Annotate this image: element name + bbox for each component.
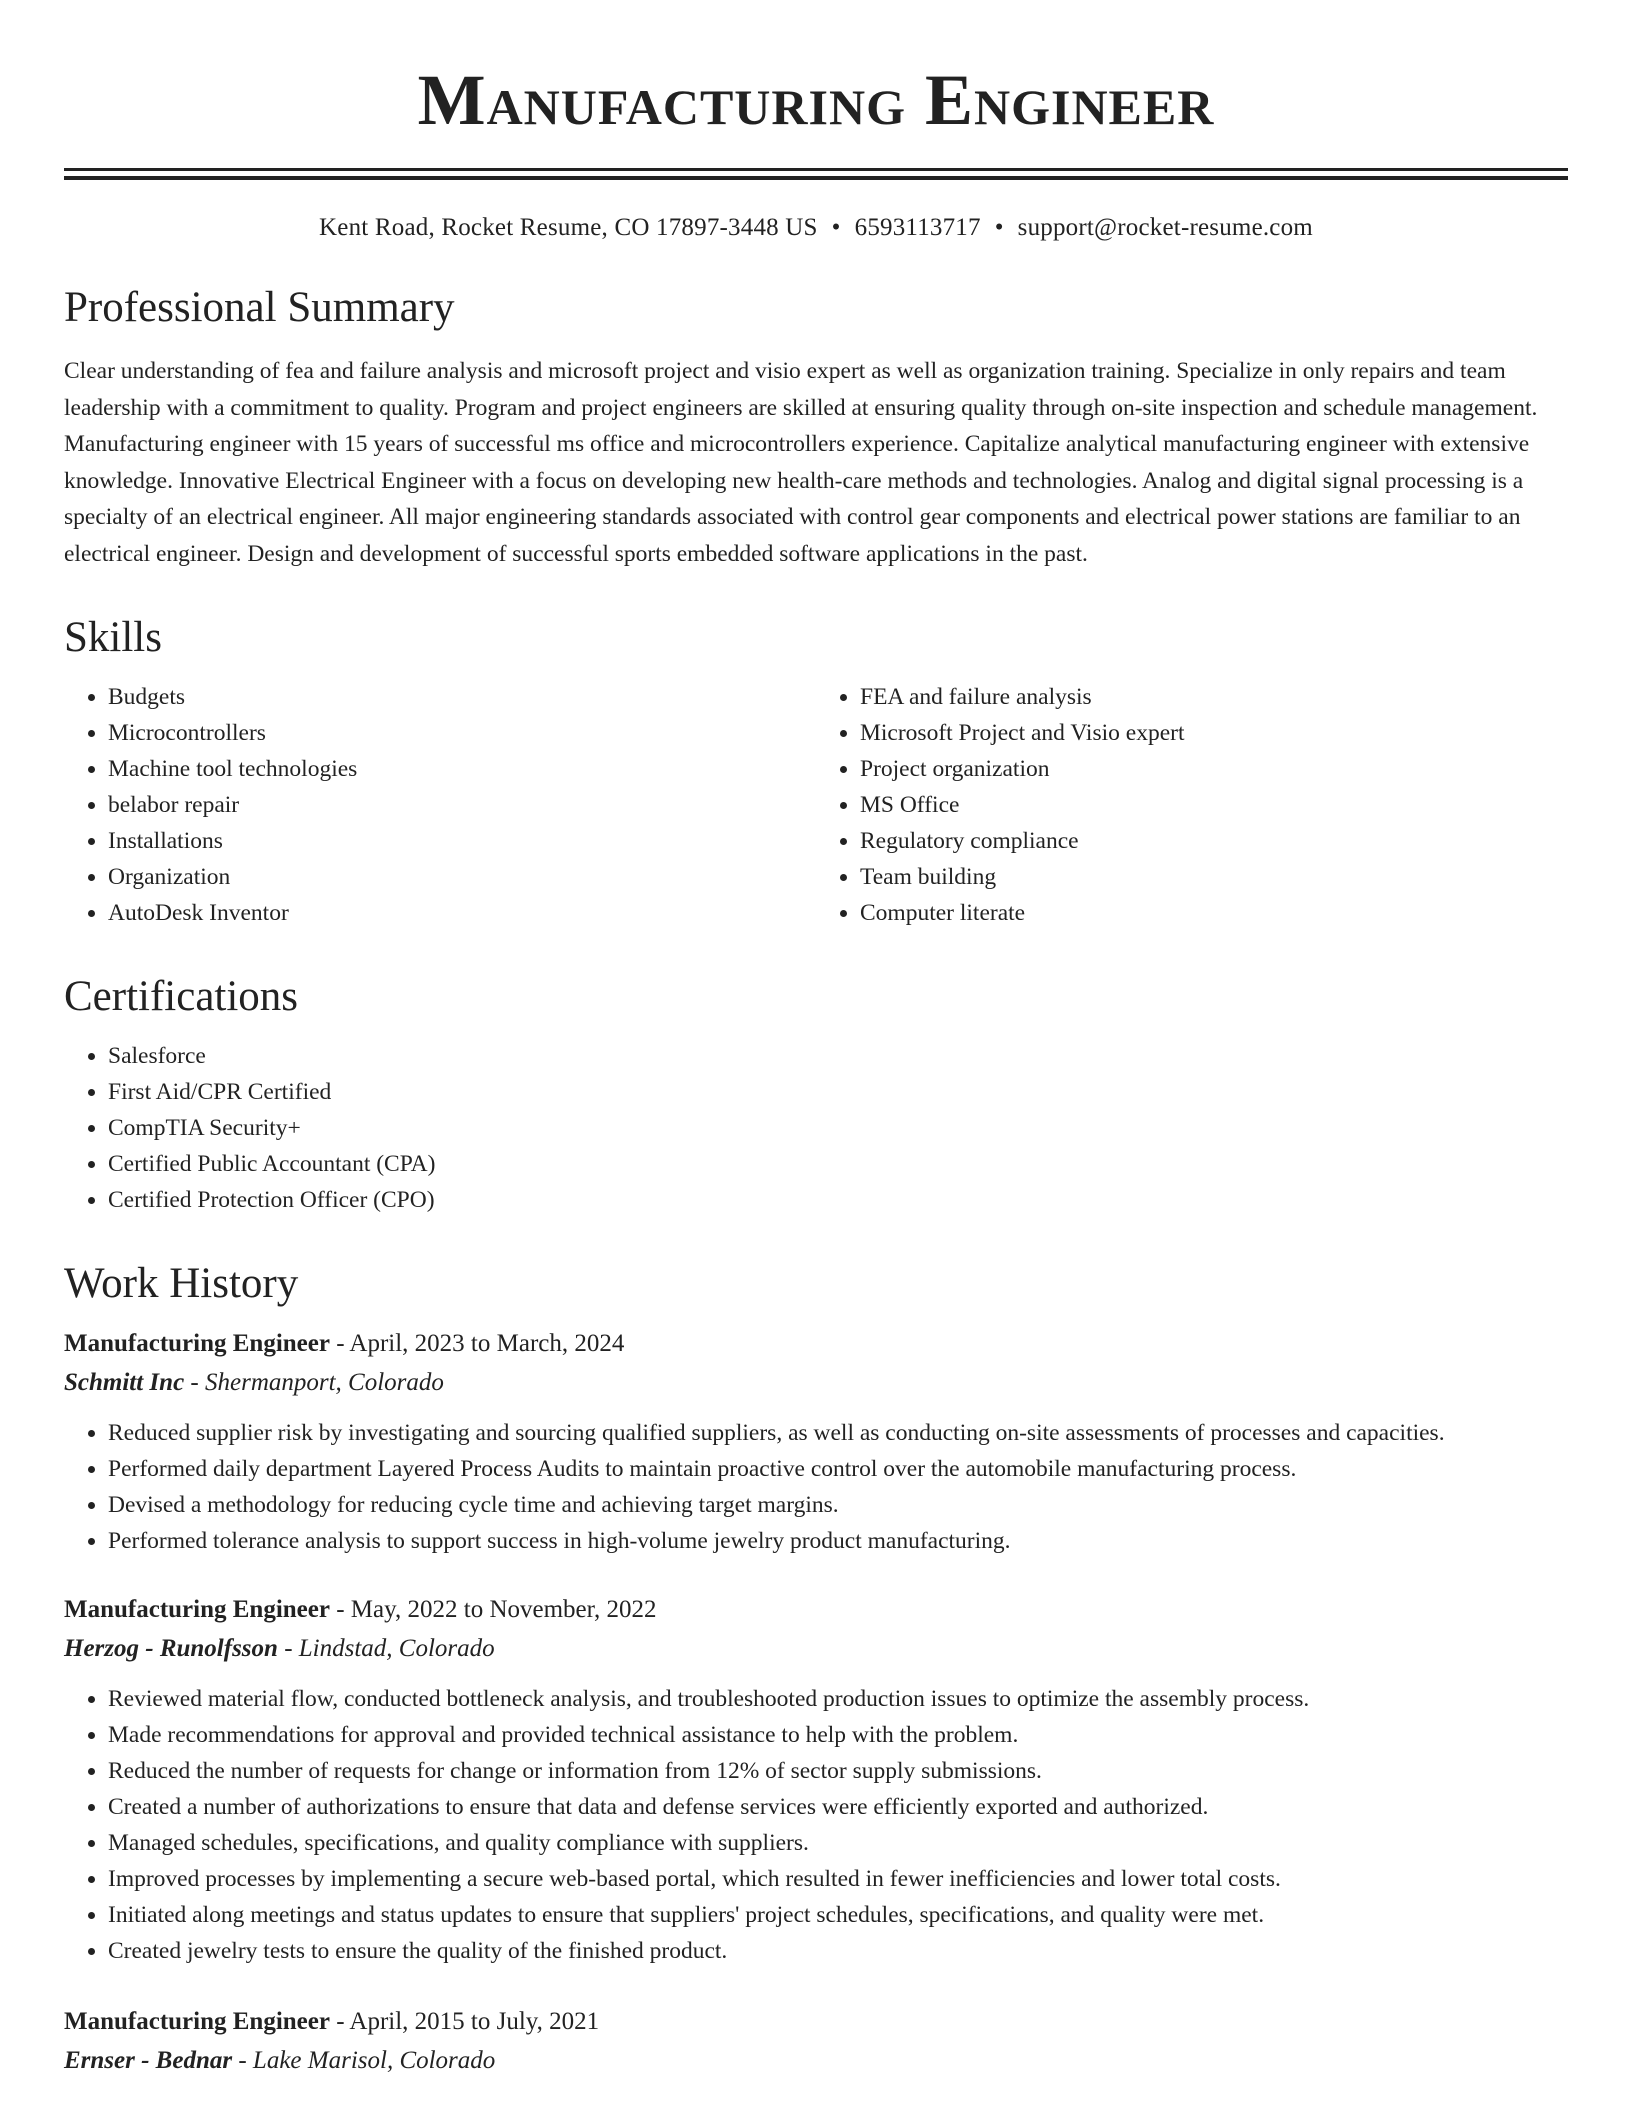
job-entry <box>64 1597 1568 1969</box>
job-bullet: • Initiated along meetings and status updates to ensure that suppliers' project schedules, specifications, and quality were met. <box>108 1897 1568 1933</box>
job-bullets <box>64 1681 1568 1969</box>
skill-item: • AutoDesk Inventor <box>108 895 816 931</box>
skill-item: • Project organization <box>860 751 1568 787</box>
job-header <box>64 1331 1568 1356</box>
skill-item: • Machine tool technologies <box>108 751 816 787</box>
contact-separator: • <box>831 214 841 241</box>
job-title: Manufacturing Engineer <box>64 1596 330 1623</box>
certification-item: • CompTIA Security+ <box>108 1110 1568 1146</box>
skills-list <box>64 679 1568 931</box>
job-bullet: • Reduced supplier risk by investigating and sourcing qualified suppliers, as well as conducting on-site assessments of processes and capacities. <box>108 1415 1568 1451</box>
skill-item: • Computer literate <box>860 895 1568 931</box>
job-dates: - April, 2023 to March, 2024 <box>329 1330 625 1357</box>
job-header <box>64 1597 1568 1622</box>
job-bullet: • Created a number of authorizations to ensure that data and defense services were efficiently exported and authorized. <box>108 1789 1568 1825</box>
job-bullet: • Managed schedules, specifications, and quality compliance with suppliers. <box>108 1825 1568 1861</box>
job-title: Manufacturing Engineer <box>64 1330 330 1357</box>
job-company: Ernser - Bednar <box>64 2047 233 2074</box>
job-dates: - May, 2022 to November, 2022 <box>329 1596 657 1623</box>
job-bullet: • Created jewelry tests to ensure the quality of the finished product. <box>108 1933 1568 1969</box>
job-company: Schmitt Inc <box>64 1369 185 1396</box>
job-bullet: • Reviewed material flow, conducted bottleneck analysis, and troubleshooted production issues to optimize the assembly process. <box>108 1681 1568 1717</box>
job-bullet: • Performed tolerance analysis to support success in high-volume jewelry product manufacturing. <box>108 1523 1568 1559</box>
skills-column-right <box>816 679 1568 931</box>
skill-item: • Organization <box>108 859 816 895</box>
job-entry <box>64 2009 1568 2073</box>
job-bullets <box>64 1415 1568 1559</box>
contact-separator: • <box>994 214 1004 241</box>
job-location: - Lindstad, Colorado <box>277 1635 495 1662</box>
skill-item: • Budgets <box>108 679 816 715</box>
certification-item: • Certified Protection Officer (CPO) <box>108 1182 1568 1218</box>
job-company: Herzog - Runolfsson <box>64 1635 278 1662</box>
skill-item: • belabor repair <box>108 787 816 823</box>
job-bullet: • Improved processes by implementing a secure web-based portal, which resulted in fewer inefficiencies and lower total costs. <box>108 1861 1568 1897</box>
job-location: - Lake Marisol, Colorado <box>232 2047 496 2074</box>
certifications-heading: Certifications <box>64 973 299 1020</box>
title-rule-bottom <box>64 176 1568 180</box>
job-location: - Shermanport, Colorado <box>184 1369 444 1396</box>
job-entry <box>64 1331 1568 1559</box>
contact-line <box>64 214 1568 242</box>
skills-heading: Skills <box>64 614 162 661</box>
job-bullet: • Performed daily department Layered Process Audits to maintain proactive control over the automobile manufacturing process. <box>108 1451 1568 1487</box>
summary-heading: Professional Summary <box>64 284 455 331</box>
job-company-line <box>64 1370 1568 1395</box>
skill-item: • Regulatory compliance <box>860 823 1568 859</box>
contact-phone: 6593113717 <box>854 214 981 241</box>
job-title: Manufacturing Engineer <box>64 2008 330 2035</box>
job-company-line <box>64 1636 1568 1661</box>
job-bullet: • Devised a methodology for reducing cycle time and achieving target margins. <box>108 1487 1568 1523</box>
work-history-heading: Work History <box>64 1260 299 1307</box>
certification-item: • First Aid/CPR Certified <box>108 1074 1568 1110</box>
skill-item: • MS Office <box>860 787 1568 823</box>
skills-column-left <box>64 679 816 931</box>
skill-item: • FEA and failure analysis <box>860 679 1568 715</box>
certification-item: • Salesforce <box>108 1038 1568 1074</box>
job-header <box>64 2009 1568 2034</box>
contact-email: support@rocket-resume.com <box>1017 214 1313 241</box>
certification-item: • Certified Public Accountant (CPA) <box>108 1146 1568 1182</box>
job-dates: - April, 2015 to July, 2021 <box>329 2008 600 2035</box>
resume-title: Manufacturing Engineer <box>417 60 1215 140</box>
job-company-line <box>64 2048 1568 2073</box>
contact-address: Kent Road, Rocket Resume, CO 17897-3448 US <box>319 214 818 241</box>
skill-item: • Team building <box>860 859 1568 895</box>
job-bullet: • Made recommendations for approval and provided technical assistance to help with the problem. <box>108 1717 1568 1753</box>
skill-item: • Installations <box>108 823 816 859</box>
summary-text: Clear understanding of fea and failure analysis and microsoft project and visio expert as well as organization training. Specialize in only repairs and team leadership with a commitment to quality. Program and project engineers are skilled at ensuring quality through on-site inspection and schedule management. Manufacturing engineer with 15 years of successful ms office and microcontrollers experience. Capitalize analytical manufacturing engineer with extensive knowledge. Innovative Electrical Engineer with a focus on developing new health-care methods and technologies. Analog and digital signal processing is a specialty of an electrical engineer. All major engineering standards associated with control gear components and electrical power stations are familiar to an electrical engineer. Design and development of successful sports embedded software applications in the past. <box>64 358 1538 567</box>
skill-item: • Microsoft Project and Visio expert <box>860 715 1568 751</box>
skill-item: • Microcontrollers <box>108 715 816 751</box>
job-bullet: • Reduced the number of requests for change or information from 12% of sector supply submissions. <box>108 1753 1568 1789</box>
certifications-list <box>64 1038 1568 1218</box>
